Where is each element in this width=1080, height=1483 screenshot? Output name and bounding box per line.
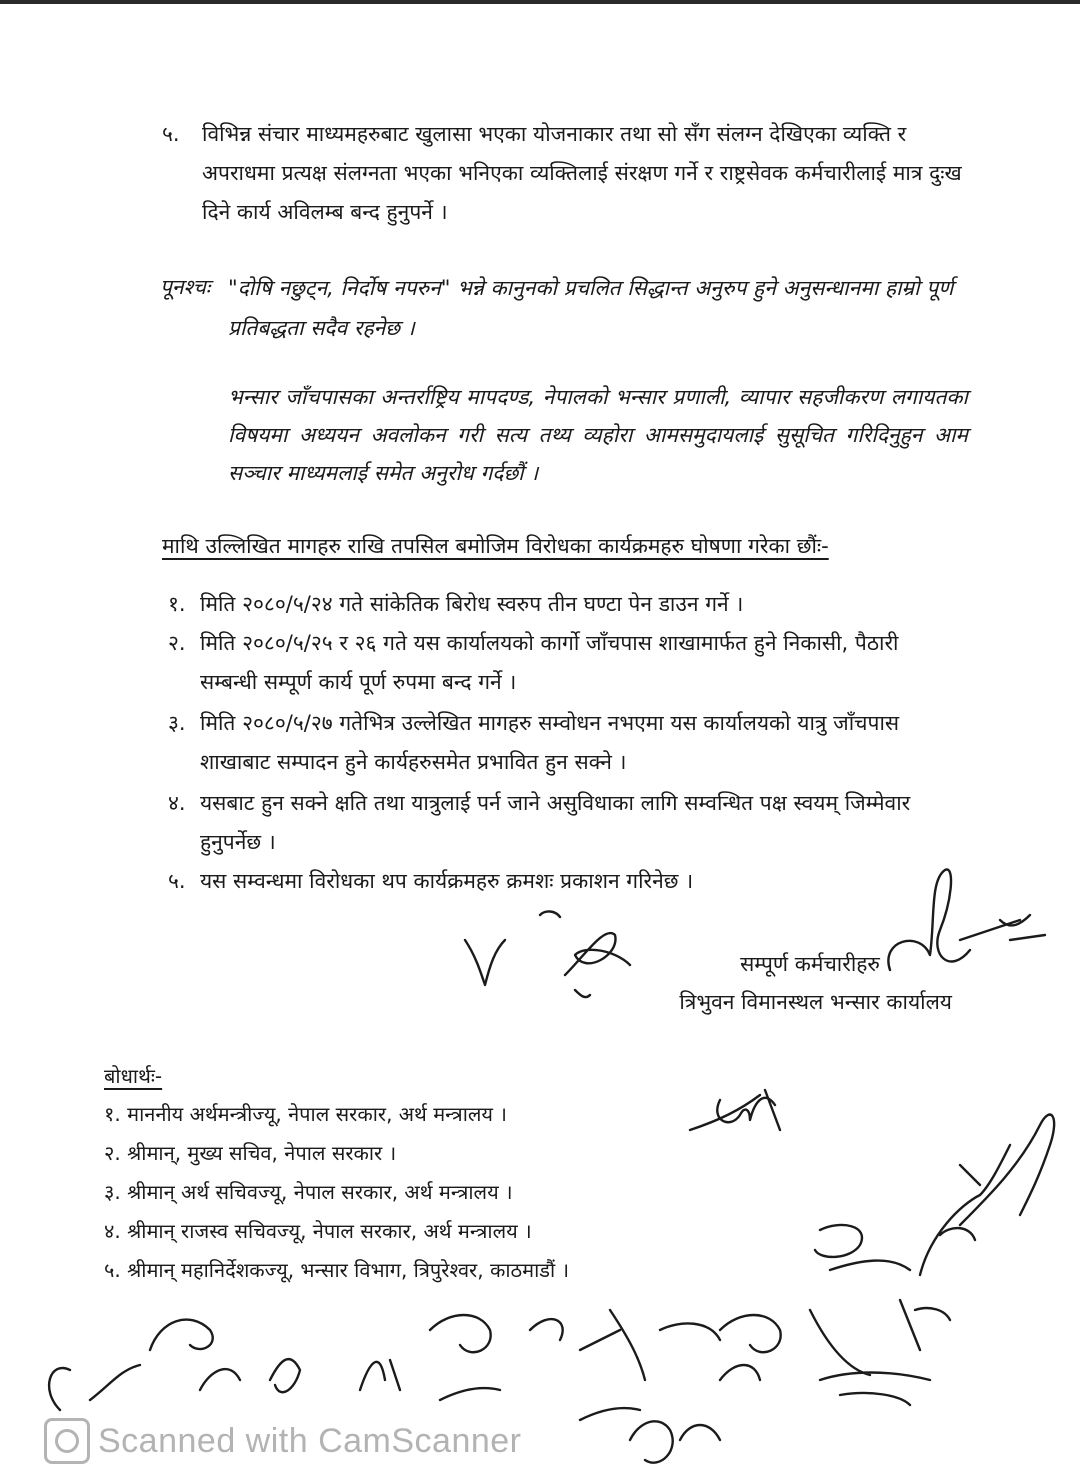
signature-scribble [860,860,1060,1000]
cc-item: १. माननीय अर्थमन्त्रीज्यू, नेपाल सरकार, अर्थ मन्त्रालय । [104,1102,507,1126]
cc-item: ३. श्रीमान् अर्थ सचिवज्यू, नेपाल सरकार, अर्थ मन्त्रालय । [104,1180,513,1204]
program-item-3 [168,704,958,782]
program-item-text: मिति २०८०/५/२४ गते सांकेतिक बिरोध स्वरुप तीन घण्टा पेन डाउन गर्ने । [200,592,744,616]
program-item-number: ३. [168,711,186,735]
cc-item: २. श्रीमान्, मुख्य सचिव, नेपाल सरकार । [104,1141,397,1165]
cc-list [104,1095,569,1290]
postscript-text: "दोषि नछुट्‌न, निर्दोष नपरुन" भन्ने कानुनको प्रचलित सिद्धान्त अनुरुप हुने अनुसन्धानमा हाम्रो पूर्ण प्रतिबद्धता सदैव रहनेछ । [228,276,954,340]
signature-scribble [30,1290,510,1430]
program-item-1 [168,585,958,624]
program-item-number: २. [168,631,186,655]
program-item-text: यस सम्वन्धमा विरोधका थप कार्यक्रमहरु क्रमशः प्रकाशन गरिनेछ । [200,869,694,893]
program-item-number: ५. [168,869,186,893]
signature-scribble [520,1290,780,1480]
program-item-2 [168,624,958,702]
signatory-line-2: त्रिभुवन विमानस्थल भन्सार कार्यालय [679,990,952,1014]
program-item-number: ४. [168,791,186,815]
program-item-text: मिति २०८०/५/२५ र २६ गते यस कार्यालयको कार्गो जाँचपास शाखामार्फत हुने निकासी, पैठारी सम्बन्धी सम्पूर्ण कार्य पूर्ण रुपमा बन्द गर्ने । [200,631,899,694]
program-item-text: यसबाट हुन सक्ने क्षति तथा यात्रुलाई पर्न जाने असुविधाका लागि सम्वन्धित पक्ष स्वयम् जिम्मेवार हुनुपर्नेछ । [200,791,911,854]
program-item-number: १. [168,592,186,616]
program-item-text: मिति २०८०/५/२७ गतेभित्र उल्लेखित मागहरु सम्वोधन नभएमा यस कार्यालयको यात्रु जाँचपास शाखाबाट सम्पादन हुने कार्यहरुसमेत प्रभावित हुन सक्ने । [200,711,900,774]
programs-heading: माथि उल्लिखित मागहरु राखि तपसिल बमोजिम विरोधका कार्यक्रमहरु घोषणा गरेका छौंः- [162,534,829,558]
signature-scribble [680,1080,800,1150]
program-item-4 [168,784,958,862]
scanner-watermark [44,1418,522,1464]
postscript-label: पूनश्चः [160,275,211,299]
demand-item-5 [162,115,972,232]
cc-item: ५. श्रीमान् महानिर्देशकज्यू, भन्सार विभाग, त्रिपुरेश्वर, काठमाडौं । [104,1258,570,1282]
demand-item-text: विभिन्न संचार माध्यमहरुबाट खुलासा भएका योजनाकार तथा सो सँग संलग्न देखिएका व्यक्ति र अपराधमा प्रत्यक्ष संलग्नता भएका भनिएका व्यक्तिलाई संरक्षण गर्ने र राष्ट्रसेवक कर्मचारीलाई मात्र दुःख दिने कार्य अविलम्ब बन्द हुनुपर्ने । [202,122,962,224]
signature-scribble [455,895,645,1005]
camscanner-icon [44,1418,90,1464]
signatory-line-1: सम्पूर्ण कर्मचारीहरु [740,952,880,976]
cc-item: ४. श्रीमान् राजस्व सचिवज्यू, नेपाल सरकार, अर्थ मन्त्रालय । [104,1219,532,1243]
scan-top-edge [0,0,1080,4]
demand-item-number: ५. [162,122,180,146]
media-appeal-paragraph: भन्सार जाँचपासका अन्तर्राष्ट्रिय मापदण्ड, नेपालको भन्सार प्रणाली, व्यापार सहजीकरण लगायतका विषयमा अध्ययन अवलोकन गरी सत्य तथ्य व्यहोरा आमसमुदायलाई सुसूचित गरिदिनुहुन आम सञ्चार माध्यमलाई समेत अनुरोध गर्दछौं । [228,385,968,485]
cc-heading: बोधार्थः- [104,1064,163,1088]
watermark-text: Scanned with CamScanner [98,1421,522,1460]
